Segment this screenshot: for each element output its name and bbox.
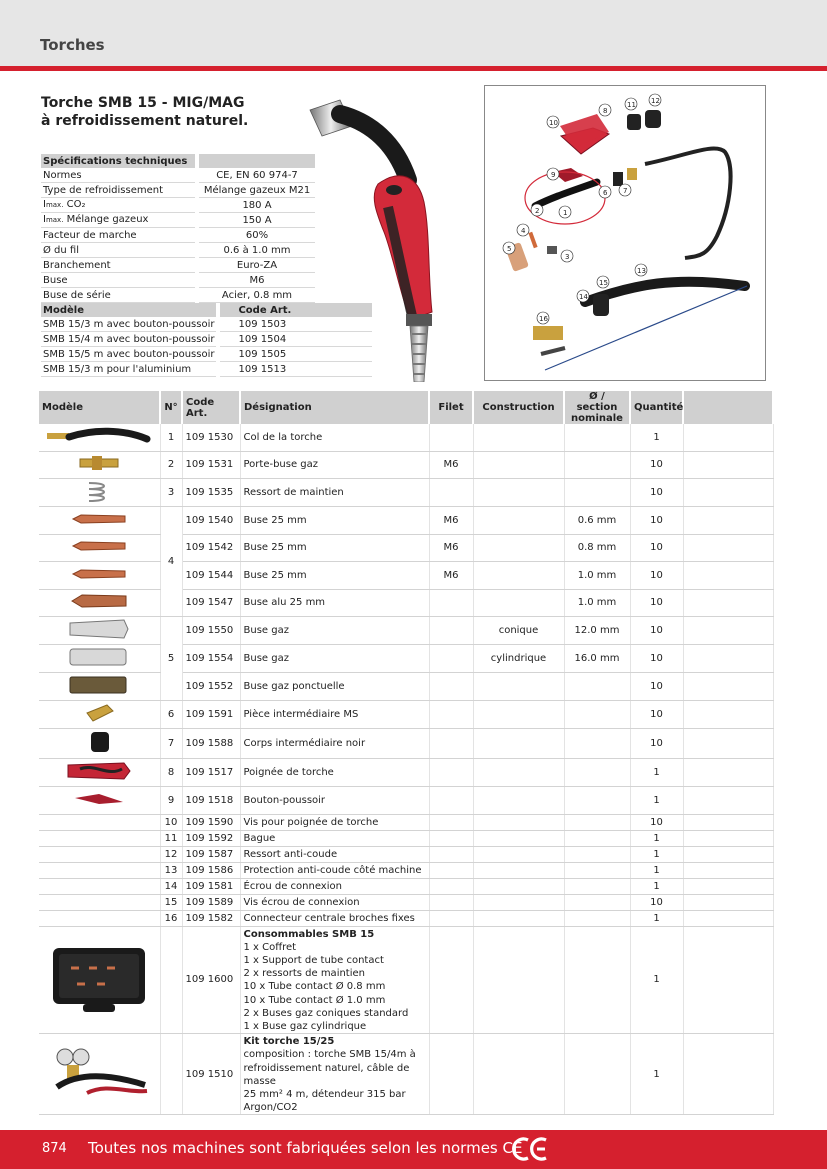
callout-12: 12 [651, 97, 660, 105]
part-image [39, 479, 160, 507]
callout-11: 11 [627, 101, 636, 109]
part-image [39, 787, 160, 815]
table-row: 14 109 1581 Écrou de connexion 1 [39, 878, 773, 894]
model-code: 109 1513 [218, 362, 372, 377]
table-row: 12 109 1587 Ressort anti-coude 1 [39, 846, 773, 862]
part-image [39, 673, 160, 701]
kit2-description: Kit torche 15/25 composition : torche SMB 15/4m à refroidissement naturel, câble de masse 25 mm² 4 m, détendeur 315 bar Argon/CO2 [240, 1034, 429, 1115]
part-image [39, 451, 160, 479]
section-title: Torches [40, 36, 105, 54]
product-title: Torche SMB 15 - MIG/MAG à refroidissement naturel. [41, 95, 249, 129]
table-row: 2 109 1531 Porte-buse gaz M6 10 [39, 451, 773, 479]
spec-key: Imax. CO₂ [41, 198, 197, 213]
header-divider [0, 66, 827, 71]
spec-value: 0.6 à 1.0 mm [197, 243, 315, 258]
spec-value: 60% [197, 228, 315, 243]
models-col-model: Modèle [41, 303, 218, 317]
torch-image [300, 92, 460, 382]
spec-key: Buse [41, 273, 197, 288]
spec-value: Euro-ZA [197, 258, 315, 273]
model-name: SMB 15/5 m avec bouton-poussoir [41, 347, 218, 362]
callout-14: 14 [579, 293, 588, 301]
callout-7: 7 [623, 187, 628, 195]
exploded-diagram [484, 85, 766, 381]
col-construction: Construction [473, 391, 564, 424]
page-header [0, 0, 827, 66]
table-row: 15 109 1589 Vis écrou de connexion 10 [39, 894, 773, 910]
col-code: Code Art. [182, 391, 240, 424]
callout-15: 15 [599, 279, 608, 287]
table-row: 7 109 1588 Corps intermédiaire noir 10 [39, 729, 773, 759]
part-image [39, 645, 160, 673]
table-row: 16 109 1582 Connecteur centrale broches fixes 1 [39, 910, 773, 926]
spec-key: Facteur de marche [41, 228, 197, 243]
table-row: 5 109 1550 Buse gaz conique 12.0 mm 10 [39, 617, 773, 645]
table-row: 109 1510 Kit torche 15/25 composition : torche SMB 15/4m à refroidissement naturel, câble de masse 25 mm² 4 m, détendeur 315 bar Argon/CO2 1 [39, 1034, 773, 1115]
spec-key: Buse de série [41, 288, 197, 303]
table-row: 109 1554 Buse gaz cylindrique 16.0 mm 10 [39, 645, 773, 673]
callout-16: 16 [539, 315, 548, 323]
kit-case-image [39, 926, 160, 1034]
model-code: 109 1505 [218, 347, 372, 362]
table-row: 13 109 1586 Protection anti-coude côté machine 1 [39, 862, 773, 878]
footer-slogan: Toutes nos machines sont fabriquées selon les normes CE [88, 1139, 523, 1157]
model-name: SMB 15/4 m avec bouton-poussoir [41, 332, 218, 347]
parts-table [39, 391, 774, 1115]
spec-value: 150 A [197, 213, 315, 228]
table-row: 9 109 1518 Bouton-poussoir 1 [39, 787, 773, 815]
spec-heading: Spécifications techniques [41, 154, 197, 168]
callout-6: 6 [603, 189, 608, 197]
table-row: 11 109 1592 Bague 1 [39, 830, 773, 846]
model-name: SMB 15/3 m pour l'aluminium [41, 362, 218, 377]
table-row: 109 1544 Buse 25 mm M6 1.0 mm 10 [39, 562, 773, 590]
part-image [39, 534, 160, 562]
model-name: SMB 15/3 m avec bouton-poussoir [41, 317, 218, 332]
table-row: 109 1552 Buse gaz ponctuelle 10 [39, 673, 773, 701]
table-row: 109 1600 Consommables SMB 15 1 x Coffret 1 x Support de tube contact 2 x ressorts de maintien 10 x Tube contact Ø 0.8 mm 10 x Tube contact Ø 1.0 mm 2 x Buses gaz coniques standard 1 x Buse gaz cylindrique 1 [39, 926, 773, 1034]
table-row: 109 1542 Buse 25 mm M6 0.8 mm 10 [39, 534, 773, 562]
part-image [39, 617, 160, 645]
spec-key: Normes [41, 168, 197, 183]
spec-value: Acier, 0.8 mm [197, 288, 315, 303]
spec-key: Ø du fil [41, 243, 197, 258]
kit-torch-image [39, 1034, 160, 1115]
table-row: 6 109 1591 Pièce intermédiaire MS 10 [39, 701, 773, 729]
col-filet: Filet [429, 391, 473, 424]
part-image [39, 701, 160, 729]
callout-5: 5 [507, 245, 512, 253]
col-section: Ø / section nominale [564, 391, 630, 424]
spec-value: 180 A [197, 198, 315, 213]
spec-value: M6 [197, 273, 315, 288]
table-row: 4 109 1540 Buse 25 mm M6 0.6 mm 10 [39, 507, 773, 535]
callout-8: 8 [603, 107, 608, 115]
spec-table [41, 154, 315, 303]
col-qty: Quantité [630, 391, 683, 424]
callout-9: 9 [551, 171, 556, 179]
table-row: 8 109 1517 Poignée de torche 1 [39, 759, 773, 787]
part-image [39, 759, 160, 787]
col-designation: Désignation [240, 391, 429, 424]
spec-key: Imax. Mélange gazeux [41, 213, 197, 228]
col-model: Modèle [39, 391, 160, 424]
callout-1: 1 [563, 209, 568, 217]
part-image [39, 589, 160, 617]
spec-value: CE, EN 60 974-7 [197, 168, 315, 183]
callout-2: 2 [535, 207, 540, 215]
models-col-code: Code Art. [218, 303, 372, 317]
col-no: N° [160, 391, 182, 424]
callout-4: 4 [521, 227, 526, 235]
part-image [39, 729, 160, 759]
spec-key: Branchement [41, 258, 197, 273]
table-row: 10 109 1590 Vis pour poignée de torche 10 [39, 814, 773, 830]
model-code: 109 1503 [218, 317, 372, 332]
part-image [39, 424, 160, 451]
table-row: 109 1547 Buse alu 25 mm 1.0 mm 10 [39, 589, 773, 617]
table-row: 1 109 1530 Col de la torche 1 [39, 424, 773, 451]
part-image [39, 562, 160, 590]
spec-value: Mélange gazeux M21 [197, 183, 315, 198]
page-footer [0, 1130, 827, 1169]
callout-13: 13 [637, 267, 646, 275]
kit1-description: Consommables SMB 15 1 x Coffret 1 x Support de tube contact 2 x ressorts de maintien 10 x Tube contact Ø 0.8 mm 10 x Tube contact Ø 1.0 mm 2 x Buses gaz coniques standard 1 x Buse gaz cylindrique [240, 926, 429, 1034]
page-number: 874 [42, 1141, 67, 1156]
part-image [39, 507, 160, 535]
model-code: 109 1504 [218, 332, 372, 347]
callout-3: 3 [565, 253, 570, 261]
table-row: 3 109 1535 Ressort de maintien 10 [39, 479, 773, 507]
spec-key: Type de refroidissement [41, 183, 197, 198]
callout-10: 10 [549, 119, 558, 127]
ce-mark-icon [512, 1136, 550, 1162]
